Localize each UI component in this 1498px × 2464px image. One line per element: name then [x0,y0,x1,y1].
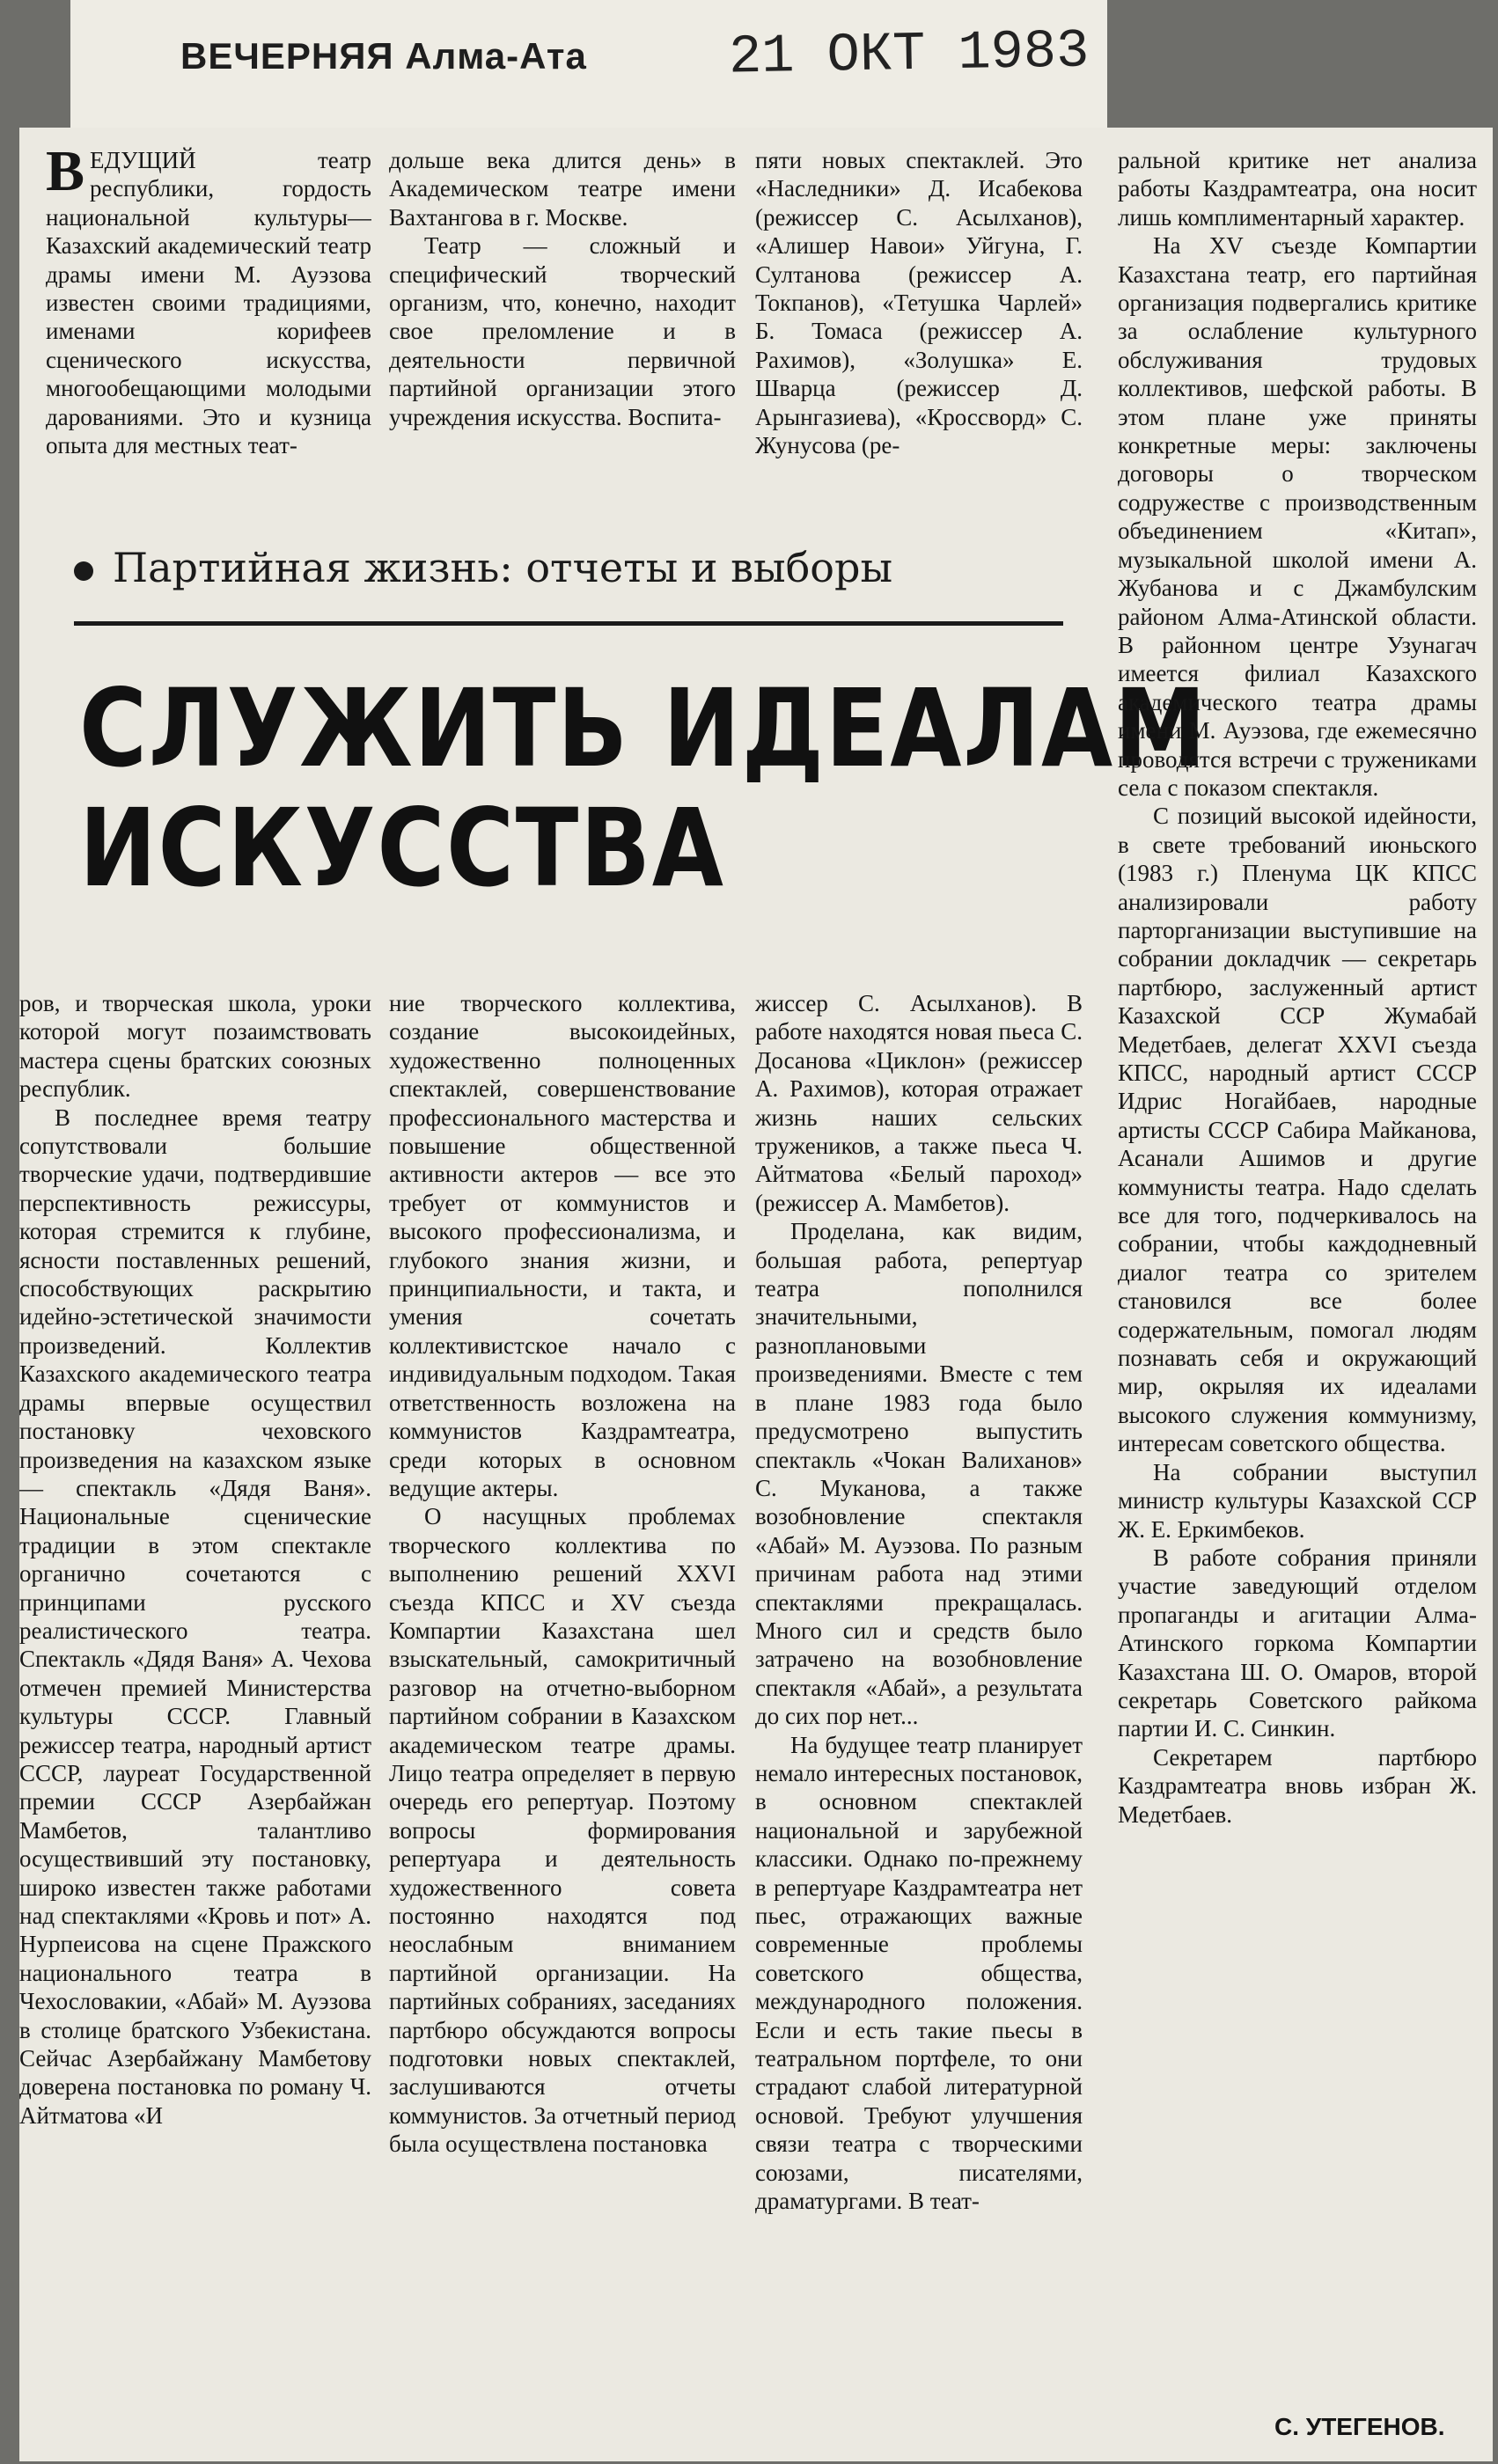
article-headline [79,666,1208,911]
column-4 [1118,146,1477,2406]
rubric-rule [74,621,1063,626]
paragraph: В работе собрания приняли участие заведующий отделом пропаганды и агитации Алма-Атинского горкома Компартии Казахстана Ш. О. Омаров, второй секретарь Советского райкома партии И. С. Синкин. [1118,1544,1477,1742]
column-1-bottom [19,989,371,2446]
paragraph: ЕДУЩИЙ театр республики, гордость национальной культуры— Казахский академический театр драмы имени М. Ауэзова известен своими традициями, именами корифеев сценического искусства, многообещающими молодыми дарованиями. Это и кузница опыта для местных теат- [46,147,371,459]
paragraph: Проделана, как видим, большая работа, репертуар театра пополнился значительными, разноплановыми произведениями. Вместе с тем в плане 1983 года было предусмотрено выпустить спектакль «Чокан Валиханов» С. Муканова, а также возобновление спектакля «Абай» М. Ауэзова. По разным причинам работа над этими спектаклями прекращалась. Много сил и средств было затрачено на возобновление спектакля «Абай», а результата до сих пор нет... [755,1218,1083,1730]
bullet-icon [74,561,93,581]
author-signature: С. УТЕГЕНОВ. [1274,2413,1445,2440]
column-2-top [389,146,736,498]
paragraph: ральной критике нет анализа работы Каздрамтеатра, она носит лишь комплиментарный характер. [1118,147,1477,231]
column-1-top [46,146,371,498]
paragraph: Театр — сложный и специфический творческий организм, что, конечно, находит свое преломление и в деятельности первичной партийной организации этого учреждения искусства. Воспита- [389,232,736,430]
paragraph: Секретарем партбюро Каздрамтеатра вновь избран Ж. Медетбаев. [1118,1743,1477,1828]
column-3-bottom [755,989,1083,2446]
paragraph: ние творческого коллектива, создание высокоидейных, художественно полноценных спектаклей, совершенствование профессионального мастерства и повышение общественной активности актеров — все это требует от коммунистов и высокого профессионализма, и глубокого знания жизни, и принципиальности, и такта, и умения сочетать коллективистское начало с индивидуальным подходом. Такая ответственность возложена на коммунистов Каздрамтеатра, среди которых в основном ведущие актеры. [389,990,736,1501]
column-2-bottom [389,989,736,2446]
paragraph: жиссер С. Асылханов). В работе находятся новая пьеса С. Досанова «Циклон» (режиссер А. Рахимов), которая отражает жизнь наших сельских тружеников, а также пьеса Ч. Айтматова «Белый пароход» (режиссер А. Мамбетов). [755,990,1083,1216]
headline-line-2: ИСКУССТВА [79,786,725,911]
date-stamp: 21 ОКТ 1983 [728,19,1090,89]
drop-cap: В [46,146,85,203]
paragraph: На XV съезде Компартии Казахстана театр, его партийная организация подвергались критике за ослабление культурного обслуживания трудовых коллективов, шефской работы. В этом плане уже приняты конкретные меры: заключены договоры о творческом содружестве с производственным объединением «Китап», музыкальной школой имени А. Жубанова и с Джамбулским районом Алма-Атинской области. В районном центре Узунагач имеется филиал Казахского академического театра драмы имени М. Ауэзова, где ежемесячно проводятся встречи с тружениками села с показом спектакля. [1118,232,1477,801]
paragraph: ров, и творческая школа, уроки которой могут позаимствовать мастера сцены братских союзных республик. [19,990,371,1103]
paragraph: На собрании выступил министр культуры Казахской ССР Ж. Е. Еркимбеков. [1118,1458,1477,1543]
headline-line-1: СЛУЖИТЬ ИДЕАЛАМ [79,666,1208,791]
section-rubric [74,544,1060,591]
newspaper-masthead: ВЕЧЕРНЯЯ Алма-Ата [180,35,587,77]
paragraph: С позиций высокой идейности, в свете требований июньского (1983 г.) Пленума ЦК КПСС анализировали работу парторганизации выступившие на собрании докладчик — секретарь партбюро, заслуженный артист Казахской ССР Жумабай Медетбаев, делегат XXVI съезда КПСС, народный артист СССР Идрис Ногайбаев, народные артисты СССР Сабира Майканова, Асанали Ашимов и другие коммунисты театра. Надо сделать все для того, подчеркивалось на собрании, чтобы каждодневный диалог театра со зрителем становился все более содержательным, помогал людям познавать себя и окружающий мир, окрыляя их идеалами высокого служения коммунизму, интересам советского общества. [1118,803,1477,1457]
paragraph: пяти новых спектаклей. Это «Наследники» Д. Исабекова (режиссер С. Асылханов), «Алишер Навои» Уйгуна, Г. Султанова (режиссер А. Токпанов), «Тетушка Чарлей» Б. Томаса (режиссер А. Рахимов), «Золушка» Е. Шварца (режиссер Д. Арынгазиева), «Кроссворд» С. Жунусова (ре- [755,147,1083,459]
paragraph: В последнее время театру сопутствовали большие творческие удачи, подтвердившие перспективность режиссуры, которая стремится к глубине, ясности поставленных решений, способствующих раскрытию идейно-эстетической значимости произведений. Коллектив Казахского академического театра драмы впервые осуществил постановку чеховского произведения на казахском языке — спектакль «Дядя Ваня». Национальные сценические традиции в этом спектакле органично сочетаются с принципами русского реалистического театра. Спектакль «Дядя Ваня» А. Чехова отмечен премией Министерства культуры СССР. Главный режиссер театра, народный артист СССР, лауреат Государственной премии СССР Азербайжан Мамбетов, талантливо осуществивший эту постановку, широко известен также работами над спектаклями «Кровь и пот» А. Нурпеисова на сцене Пражского национального театра в Чехословакии, «Абай» М. Ауэзова в столице братского Узбекистана. Сейчас Азербайжану Мамбетову доверена постановка по роману Ч. Айтматова «И [19,1104,371,2129]
column-3-top [755,146,1083,498]
rubric-text: Партийная жизнь: отчеты и выборы [113,544,893,591]
paragraph: дольше века длится день» в Академическом театре имени Вахтангова в г. Москве. [389,147,736,231]
paragraph: На будущее театр планирует немало интересных постановок, в основном спектаклей национальной и зарубежной классики. Однако по-прежнему в репертуаре Каздрамтеатра нет пьес, отражающих важные современные проблемы советского общества, международного положения. Если и есть такие пьесы в театральном портфеле, то они страдают слабой литературной основой. Требуют улучшения связи театра с творческими союзами, писателями, драматургами. В теат- [755,1731,1083,2215]
paragraph: О насущных проблемах творческого коллектива по выполнению решений XXVI съезда КПСС и XV съезда Компартии Казахстана шел взыскательный, самокритичный разговор на отчетно-выборном партийном собрании в Казахском академическом театре драмы. Лицо театра определяет в первую очередь его репертуар. Поэтому вопросы формирования репертуара и деятельность художественного совета постоянно находятся под неослабным вниманием партийной организации. На партийных собраниях, заседаниях партбюро обсуждаются вопросы подготовки новых спектаклей, заслушиваются отчеты коммунистов. За отчетный период была осуществлена постановка [389,1503,736,2158]
